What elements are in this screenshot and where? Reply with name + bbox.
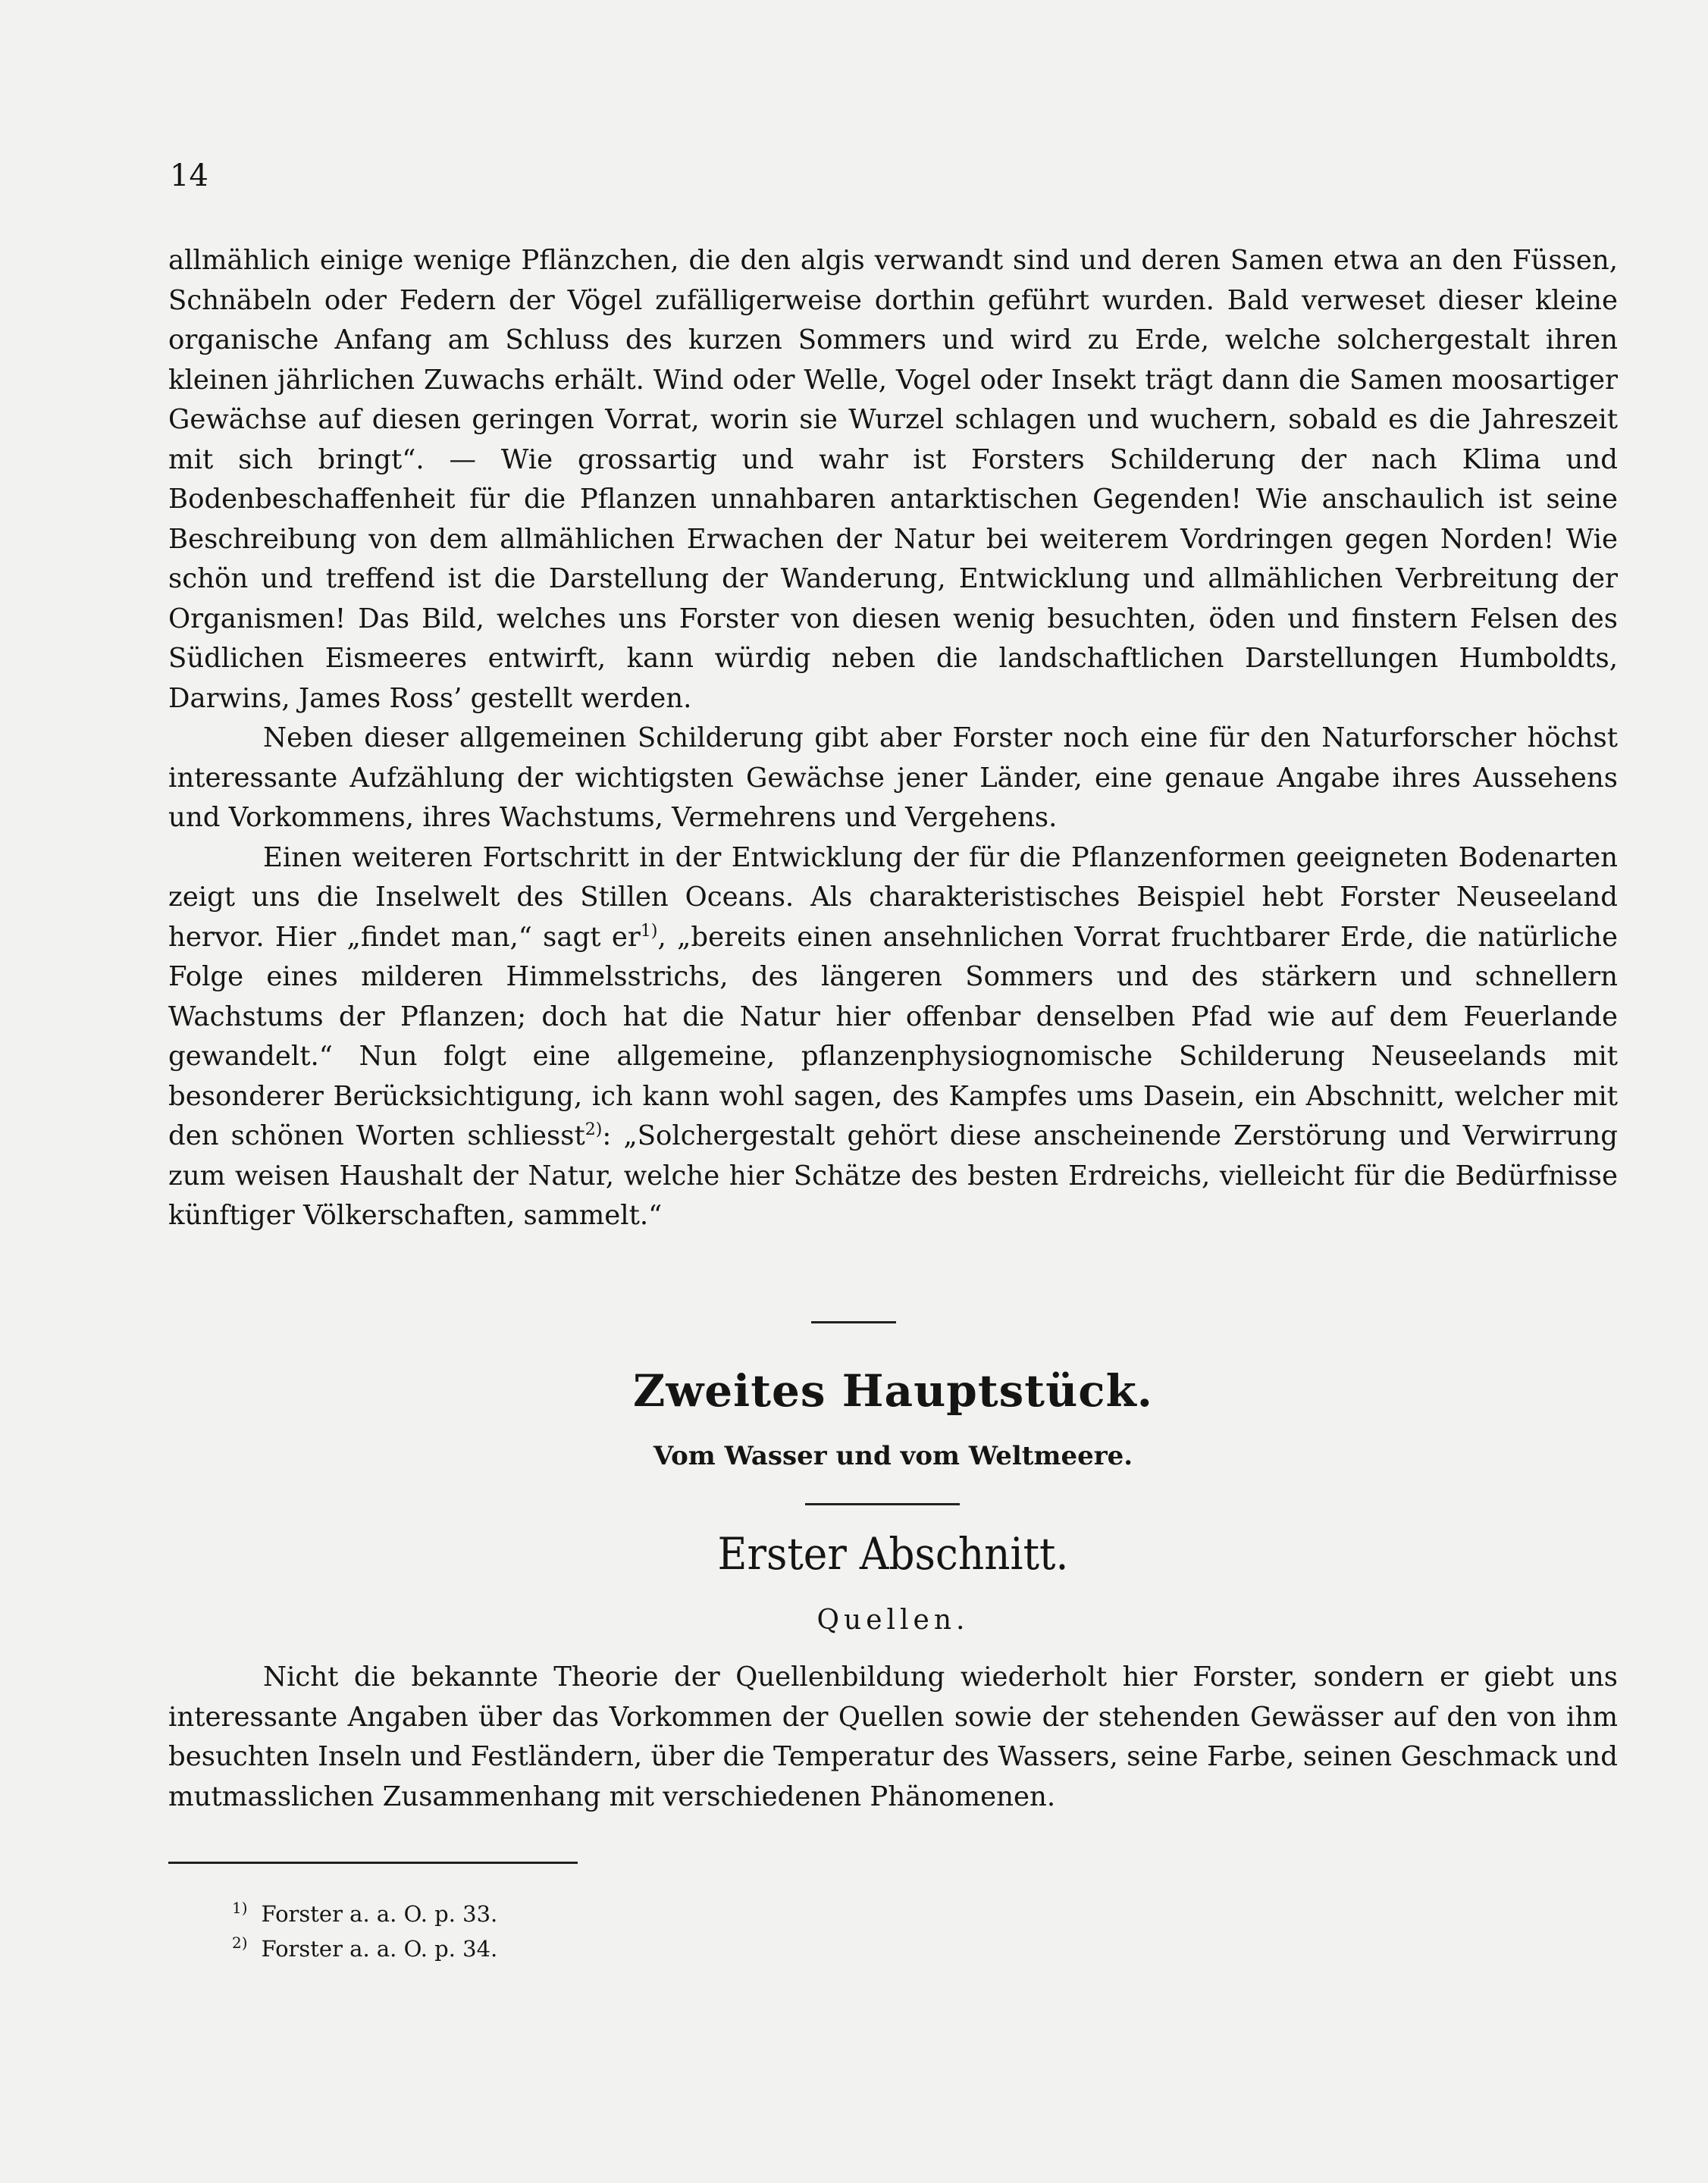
closing-paragraph: Nicht die bekannte Theorie der Quellenbildung wiederholt hier Forster, sondern er giebt uns interessante Angaben über das Vorkommen der Quellen sowie der stehenden Gewässer auf den von ihm besuchten Inseln und Festländern, über die Temperatur des Wassers, seine Farbe, seinen Geschmack und mutmasslichen Zusammenhang mit verschiedenen Phänomenen.	[168, 1662, 1618, 1812]
footnote-2-text: Forster a. a. O. p. 34.	[261, 1936, 498, 1962]
page-number: 14	[170, 158, 208, 193]
footnote-1-text: Forster a. a. O. p. 33.	[261, 1901, 498, 1927]
paragraph-3-text-part-3: : „Solchergestalt gehört diese anscheinende Zerstörung und Verwirrung zum weisen Haushalt der Natur, welche hier Schätze des besten Erdreichs, vielleicht für die Bedürfnisse künftiger Völkerschaften, sammelt.“	[168, 1120, 1618, 1231]
paragraph-1-text: allmählich einige wenige Pflänzchen, die den algis verwandt sind und deren Samen etwa an den Füssen, Schnäbeln oder Federn der Vögel zufälligerweise dorthin geführt wurden. Bald verweset dieser kleine organische Anfang am Schluss des kurzen Sommers und wird zu Erde, welche solchergestalt ihren kleinen jährlichen Zuwachs erhält. Wind oder Welle, Vogel oder Insekt trägt dann die Samen moosartiger Gewächse auf diesen geringen Vorrat, worin sie Wurzel schlagen und wuchern, sobald es die Jahreszeit mit sich bringt“. — Wie grossartig und wahr ist Forsters Schilderung der nach Klima und Bodenbeschaffenheit für die Pflanzen unnahbaren antarktischen Gegenden! Wie anschaulich ist seine Beschreibung von dem allmählichen Erwachen der Natur bei weiterem Vordringen gegen Norden! Wie schön und treffend ist die Darstellung der Wanderung, Entwicklung und allmählichen Verbreitung der Organismen! Das Bild, welches uns Forster von diesen wenig besuchten, öden und finstern Felsen des Südlichen Eismeeres entwirft, kann würdig neben die landschaftlichen Darstellungen Humboldts, Darwins, James Ross’ gestellt werden.	[168, 245, 1618, 714]
main-section-title: Zweites Hauptstück.	[633, 1365, 1153, 1417]
footnote-2-mark: 2)	[232, 1934, 248, 1952]
paragraph-2-text: Neben dieser allgemeinen Schilderung gibt aber Forster noch eine für den Naturforscher höchst interessante Aufzählung der wichtigsten Gewächse jener Länder, eine genaue Angabe ihres Aussehens und Vorkommens, ihres Wachstums, Vermehrens und Vergehens.	[168, 722, 1618, 833]
paragraph-3	[168, 838, 1618, 1236]
body-text	[168, 241, 1618, 1236]
chapter-title: Erster Abschnitt.	[717, 1528, 1069, 1580]
section-divider-middle	[805, 1503, 960, 1505]
paragraph-3-text-part-1: Einen weiteren Fortschritt in der Entwicklung der für die Pflanzenformen geeigneten Bodenarten zeigt uns die Inselwelt des Stillen Oceans. Als charakteristisches Beispiel hebt Forster Neuseeland hervor. Hier „findet man,“ sagt er	[168, 841, 1618, 953]
footnote-ref-1: 1)	[640, 921, 658, 941]
footnotes	[232, 1896, 497, 1966]
paragraph-3-text-part-2: , „bereits einen ansehnlichen Vorrat fruchtbarer Erde, die natürliche Folge eines milderen Himmelsstrichs, des längeren Sommers und des stärkern und schnellern Wachstums der Pflanzen; doch hat die Natur hier offenbar denselben Pfad wie auf dem Feuerlande gewandelt.“ Nun folgt eine allgemeine, pflanzenphysiognomische Schilderung Neuseelands mit besonderer Berücksichtigung, ich kann wohl sagen, des Kampfes ums Dasein, ein Abschnitt, welcher mit den schönen Worten schliesst	[168, 921, 1619, 1151]
main-section-subtitle: Vom Wasser und vom Weltmeere.	[653, 1441, 1133, 1471]
paragraph-1	[168, 241, 1618, 719]
closing-text	[168, 1658, 1618, 1817]
chapter-subtitle: Quellen.	[816, 1605, 970, 1636]
footnote-1-mark: 1)	[232, 1899, 248, 1917]
footnote-2	[232, 1931, 497, 1966]
section-divider-top	[811, 1321, 896, 1323]
paragraph-2	[168, 719, 1618, 838]
footnote-1	[232, 1896, 497, 1931]
footnote-ref-2: 2)	[584, 1120, 603, 1140]
footnote-divider	[168, 1862, 578, 1864]
